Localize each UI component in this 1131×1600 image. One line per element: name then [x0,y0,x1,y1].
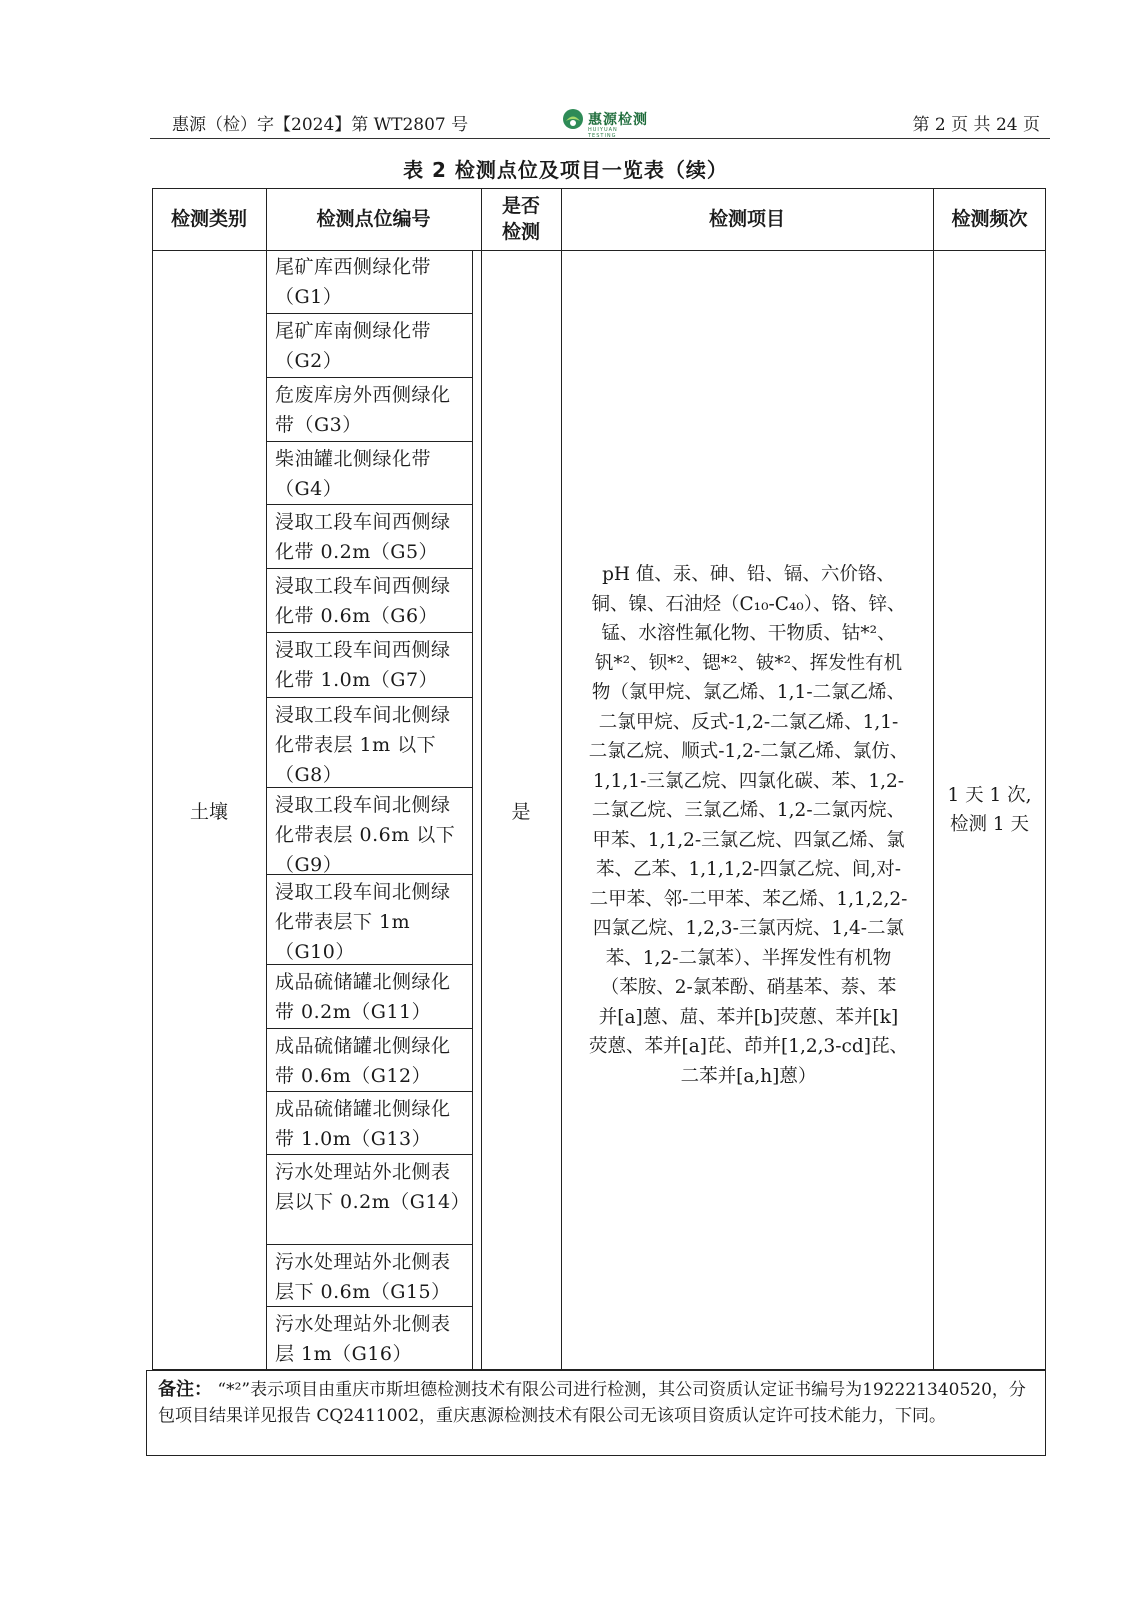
col-header-detect-line2: 检测 [501,221,540,243]
point-cell: 浸取工段车间西侧绿化带 1.0m（G7） [266,633,473,698]
page-header [150,106,1050,139]
note-text: “*²”表示项目由重庆市斯坦德检测技术有限公司进行检测，其公司资质认定证书编号为192221340520，分包项目结果详见报告 CQ2411002，重庆惠源检测技术有限公司无该项目资质认定许可技术能力，下同。 [158,1380,1026,1426]
items-line: 四氯乙烷、1,2,3-三氯丙烷、1,4-二氯 [593,918,904,939]
items-line: 物（氯甲烷、氯乙烯、1,1-二氯乙烯、 [591,682,906,703]
point-cell: 污水处理站外北侧表层以下 0.2m（G14） [266,1155,473,1245]
items-line: 二氯乙烷、顺式-1,2-二氯乙烯、氯仿、 [588,741,909,762]
logo-subtitle: HUIYUAN TESTING [588,127,618,139]
detect-cell: 是 [511,800,531,823]
point-cell: 危废库房外西侧绿化带（G3） [266,378,473,442]
point-cell: 成品硫储罐北侧绿化带 0.2m（G11） [266,965,473,1029]
page-info: 第 2 页 共 24 页 [912,115,1040,135]
items-line: 二苯并[a,h]蒽） [680,1065,817,1087]
note [158,1377,1038,1429]
table-title: 表 2 检测点位及项目一览表（续） [403,158,728,182]
col-header-detect [481,188,561,250]
items-line: 二氯甲烷、反式-1,2-二氯乙烯、1,1- [598,711,899,733]
items-line: 苯、1,2-二氯苯）、半挥发性有机物 [605,947,892,969]
logo-text: 惠源检测 [588,112,648,128]
note-label: 备注： [158,1379,212,1400]
detection-items [563,560,934,1091]
point-cell: 浸取工段车间北侧绿化带表层下 1m（G10） [266,875,473,965]
point-cell: 成品硫储罐北侧绿化带 1.0m（G13） [266,1092,473,1155]
category-cell: 土壤 [189,800,228,823]
items-line: （苯胺、2-氯苯酚、硝基苯、萘、苯 [600,977,897,998]
point-cell: 柴油罐北侧绿化带（G4） [266,442,473,505]
logo-icon [562,108,584,130]
point-cell: 浸取工段车间西侧绿化带 0.2m（G5） [266,505,473,569]
items-line: 1,1,1-三氯乙烷、四氯化碳、苯、1,2- [593,770,904,792]
col-divider [561,188,562,1370]
point-cell: 尾矿库南侧绿化带（G2） [266,314,473,378]
col-header-items: 检测项目 [708,208,785,230]
items-line: 二甲苯、邻-二甲苯、苯乙烯、1,1,2,2- [589,888,908,910]
point-cell: 浸取工段车间北侧绿化带表层 0.6m 以下（G9） [266,788,473,875]
frequency-line2: 检测 1 天 [949,814,1030,835]
col-header-point: 检测点位编号 [316,208,431,230]
point-cell: 污水处理站外北侧表层 1m（G16） [266,1307,473,1370]
col-header-frequency: 检测频次 [951,208,1028,230]
items-line: 并[a]蒽、䓛、苯并[b]荧蒽、苯并[k] [598,1006,899,1028]
point-cell: 成品硫储罐北侧绿化带 0.6m（G12） [266,1029,473,1092]
frequency-cell [933,250,1046,1370]
point-cell: 污水处理站外北侧表层下 0.6m（G15） [266,1245,473,1307]
point-cell: 浸取工段车间北侧绿化带表层 1m 以下（G8） [266,698,473,788]
col-header-detect-line1: 是否 [501,195,540,217]
items-line: 钒*²、钡*²、锶*²、铍*²、挥发性有机 [594,652,903,674]
items-line: 苯、乙苯、1,1,1,2-四氯乙烷、间,对- [595,859,902,880]
point-cell: 浸取工段车间西侧绿化带 0.6m（G6） [266,569,473,633]
col-header-category: 检测类别 [170,208,247,230]
items-line: 甲苯、1,1,2-三氯乙烷、四氯乙烯、氯 [592,829,905,851]
point-cell: 尾矿库西侧绿化带（G1） [266,250,473,314]
items-line: 铜、镍、石油烃（C₁₀-C₄₀）、铬、锌、 [591,593,906,615]
items-line: pH 值、汞、砷、铅、镉、六价铬、 [602,564,895,585]
company-logo [562,108,648,139]
report-number: 惠源（检）字【2024】第 WT2807 号 [172,115,469,135]
items-line: 二氯乙烷、三氯乙烯、1,2-二氯丙烷、 [591,800,906,821]
items-line: 锰、水溶性氟化物、干物质、钴*²、 [601,623,896,644]
items-line: 荧蒽、苯并[a]芘、茚并[1,2,3-cd]芘、 [589,1036,908,1057]
frequency-line1: 1 天 1 次, [947,785,1032,806]
